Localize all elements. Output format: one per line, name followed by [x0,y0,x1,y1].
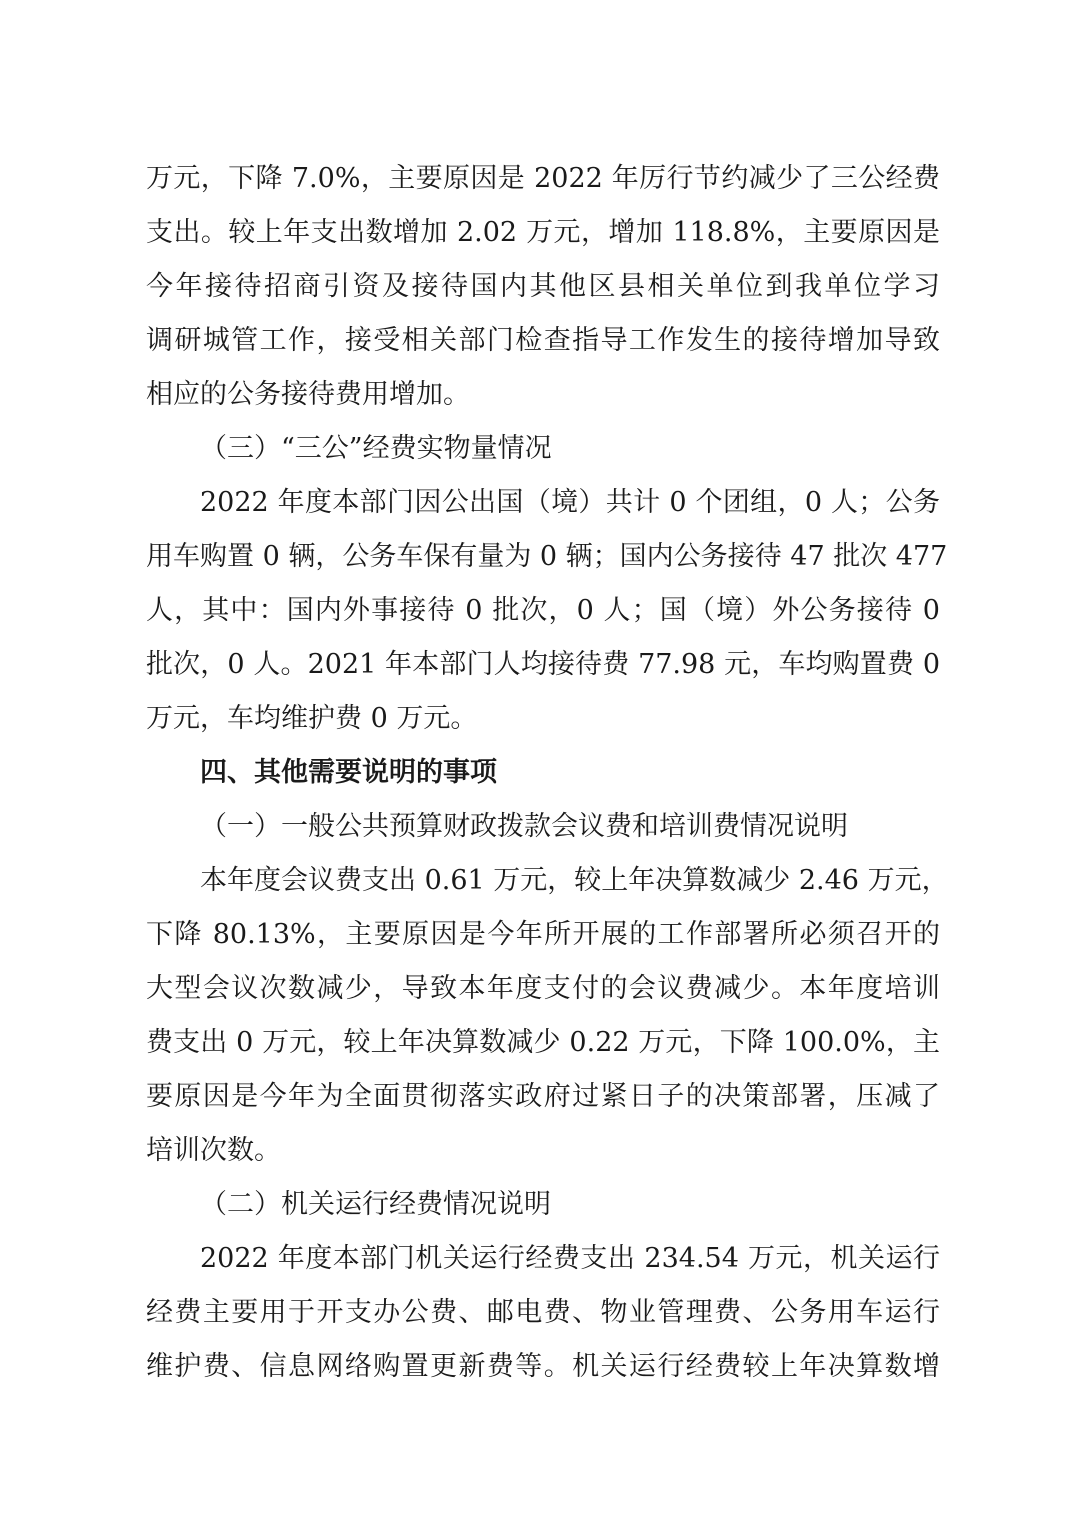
paragraph-line: 人，其中：国内外事接待 0 批次，0 人；国（境）外公务接待 0 [146,595,940,626]
document-body [146,152,949,1394]
paragraph-line: 批次，0 人。2021 年本部门人均接待费 77.98 元，车均购置费 0 [146,649,940,680]
subsection-heading-2: （二）机关运行经费情况说明 [200,1189,551,1220]
section-heading-4: 四、其他需要说明的事项 [200,757,497,788]
paragraph-line: 大型会议次数减少，导致本年度支付的会议费减少。本年度培训 [146,973,940,1004]
paragraph-line: 2022 年度本部门因公出国（境）共计 0 个团组，0 人；公务 [200,487,940,518]
paragraph-line: 维护费、信息网络购置更新费等。机关运行经费较上年决算数增 [146,1351,940,1382]
paragraph-line: 要原因是今年为全面贯彻落实政府过紧日子的决策部署，压减了 [146,1081,940,1112]
paragraph-line: 培训次数。 [146,1135,281,1166]
paragraph-line: 支出。较上年支出数增加 2.02 万元，增加 118.8%，主要原因是 [146,217,940,248]
paragraph-line: 本年度会议费支出 0.61 万元，较上年决算数减少 2.46 万元， [200,865,949,896]
paragraph-line: 万元，车均维护费 0 万元。 [146,703,478,734]
paragraph-line: 下降 80.13%，主要原因是今年所开展的工作部署所必须召开的 [146,919,940,950]
paragraph-line: 今年接待招商引资及接待国内其他区县相关单位到我单位学习 [146,271,940,302]
section-heading-3: （三）“三公”经费实物量情况 [200,433,552,464]
paragraph-line: 经费主要用于开支办公费、邮电费、物业管理费、公务用车运行 [146,1297,940,1328]
paragraph-line: 费支出 0 万元，较上年决算数减少 0.22 万元，下降 100.0%，主 [146,1027,940,1058]
subsection-heading-1: （一）一般公共预算财政拨款会议费和培训费情况说明 [200,811,848,842]
paragraph-line: 相应的公务接待费用增加。 [146,379,470,410]
paragraph-line: 调研城管工作，接受相关部门检查指导工作发生的接待增加导致 [146,325,940,356]
paragraph-line: 用车购置 0 辆，公务车保有量为 0 辆；国内公务接待 47 批次 477 [146,541,948,572]
paragraph-line: 万元，下降 7.0%，主要原因是 2022 年厉行节约减少了三公经费 [146,163,940,194]
paragraph-line: 2022 年度本部门机关运行经费支出 234.54 万元，机关运行 [200,1243,940,1274]
